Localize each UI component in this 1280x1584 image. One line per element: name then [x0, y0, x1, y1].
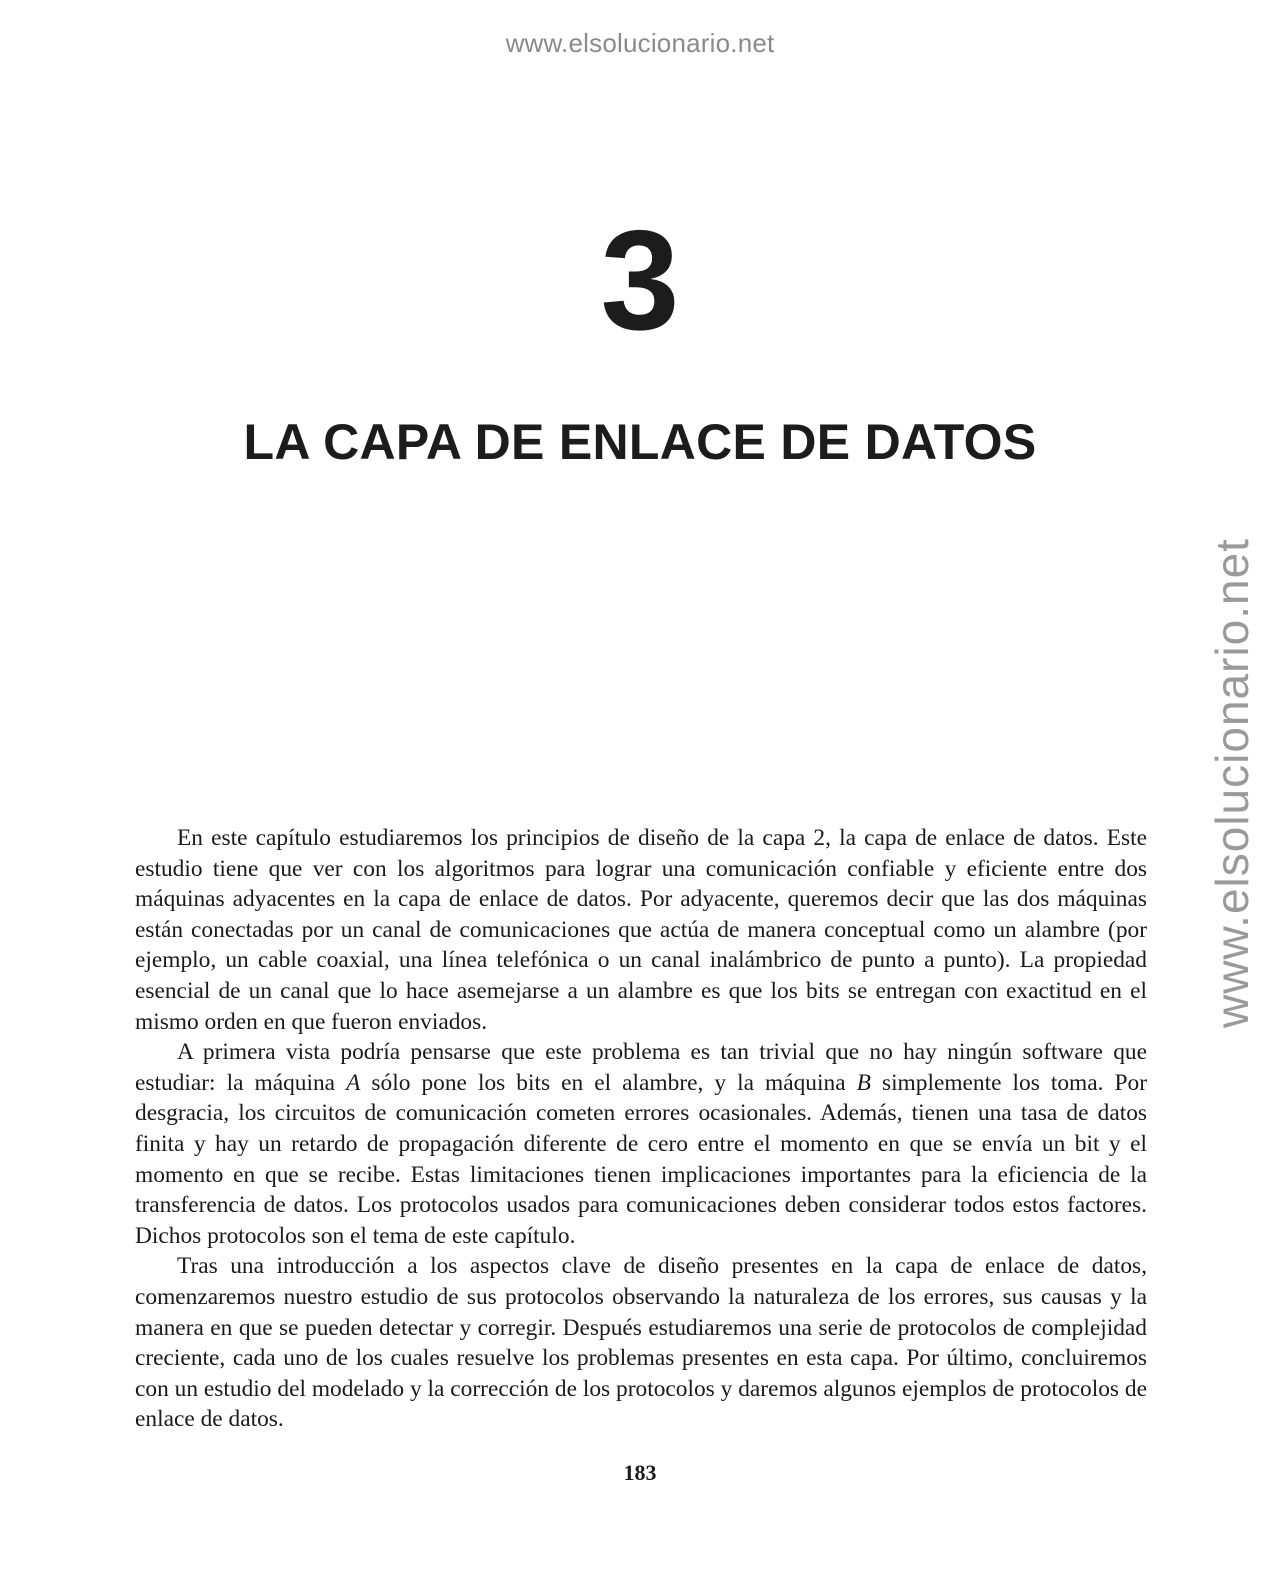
- paragraph-3: [135, 1251, 1147, 1435]
- machine-b-label: B: [856, 1069, 871, 1096]
- page-number: 183: [623, 1460, 657, 1485]
- paragraph-1: [135, 823, 1147, 1037]
- paragraph-2: [135, 1037, 1147, 1251]
- paragraph-segment: A primera vista podría pensarse que este problema es tan trivial que no hay ningún software que estudiar: la máquina: [135, 1039, 1147, 1096]
- chapter-title: LA CAPA DE ENLACE DE DATOS: [243, 414, 1037, 470]
- chapter-number: 3: [600, 201, 680, 360]
- paragraph-segment: sólo pone los bits en el alambre, y la máquina: [360, 1069, 857, 1096]
- paragraph-segment: simplemente los toma. Por desgracia, los circuitos de comunicación cometen errores ocasionales. Además, tienen una tasa de datos finita y hay un retardo de propagación diferente de cero entre el momento en que se envía un bit y el momento en que se recibe. Estas limitaciones tienen implicaciones importantes para la eficiencia de la transferencia de datos. Los protocolos usados para comunicaciones deben considerar todos estos factores. Dichos protocolos son el tema de este capítulo.: [135, 1069, 1148, 1249]
- paragraph-segment: Tras una introducción a los aspectos clave de diseño presentes en la capa de enlace de datos, comenzaremos nuestro estudio de sus protocolos observando la naturaleza de los errores, sus causas y la manera en que se pueden detectar y corregir. Después estudiaremos una serie de protocolos de complejidad creciente, cada uno de los cuales resuelve los problemas presentes en esta capa. Por último, concluiremos con un estudio del modelado y la corrección de los protocolos y daremos algunos ejemplos de protocolos de enlace de datos.: [135, 1253, 1147, 1433]
- machine-a-label: A: [346, 1069, 361, 1096]
- watermark-side: www.elsolucionario.net: [1206, 538, 1258, 1028]
- paragraph-segment: En este capítulo estudiaremos los principios de diseño de la capa 2, la capa de enlace de datos. Este estudio tiene que ver con los algoritmos para lograr una comunicación confiable y eficiente entre dos máquinas adyacentes en la capa de enlace de datos. Por adyacente, queremos decir que las dos máquinas están conectadas por un canal de comunicaciones que actúa de manera conceptual como un alambre (por ejemplo, un cable coaxial, una línea telefónica o un canal inalámbrico de punto a punto). La propiedad esencial de un canal que lo hace asemejarse a un alambre es que los bits se entregan con exactitud en el mismo orden en que fueron enviados.: [135, 825, 1147, 1035]
- watermark-top: www.elsolucionario.net: [505, 28, 775, 58]
- chapter-intro-text: [135, 823, 1147, 1435]
